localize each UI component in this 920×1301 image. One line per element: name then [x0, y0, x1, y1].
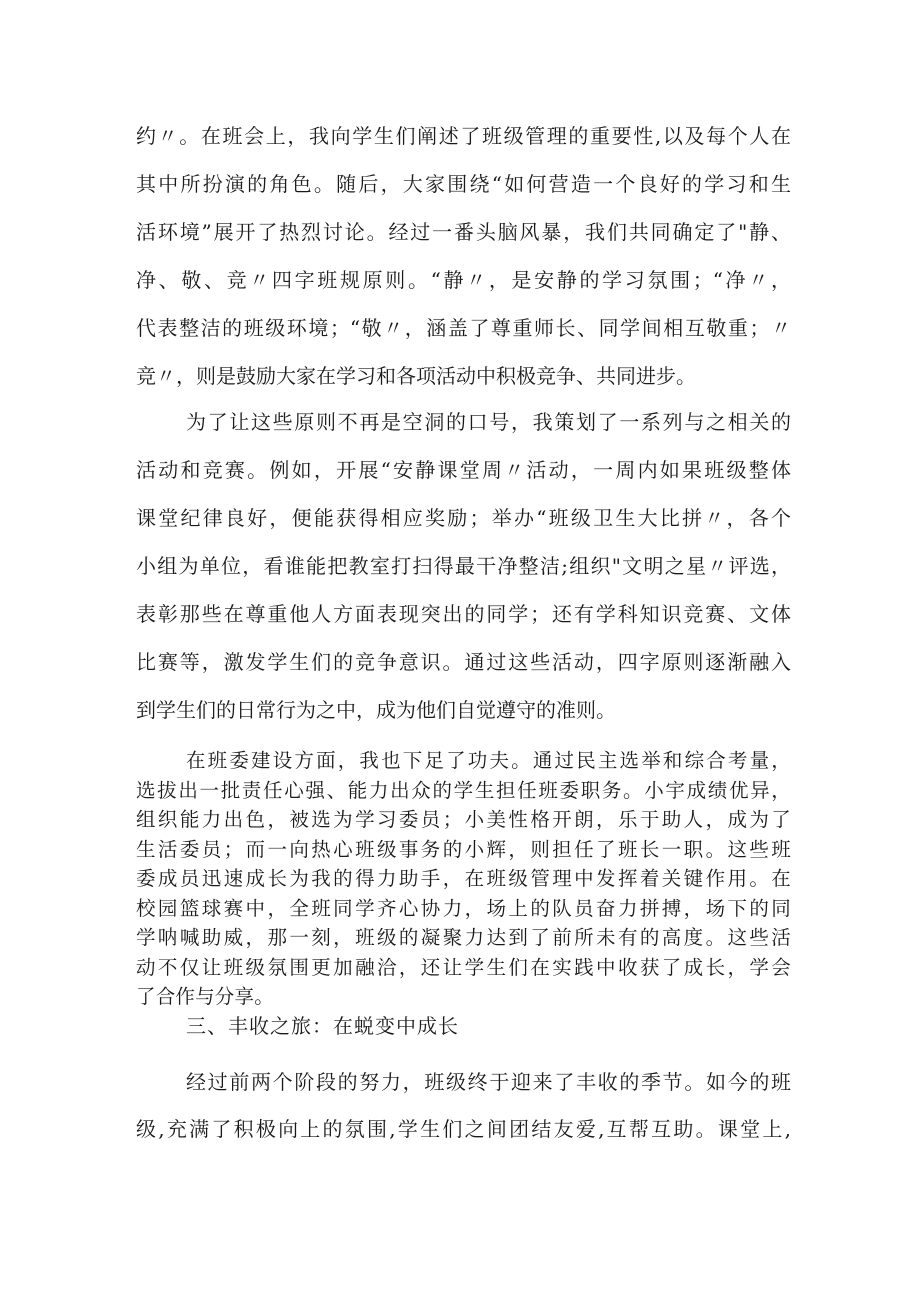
text-line: 委成员迅速成长为我的得力助手，在班级管理中发挥着关键作用。在 [136, 867, 791, 890]
text-line: 竞〃，则是鼓励大家在学习和各项活动中积极竞争、共同进步。 [136, 364, 696, 388]
text-line: 级,充满了积极向上的氛围,学生们之间团结友爱,互帮互助。课堂上, [136, 1117, 791, 1141]
section-heading: 三、丰收之旅：在蜕变中成长 [186, 1014, 459, 1038]
text-line: 选拔出一批责任心强、能力出众的学生担任班委职务。小宇成绩优异， [136, 778, 791, 802]
text-line: 净、敬、竞〃四字班规原则。“静〃，是安静的学习氛围；“净〃， [136, 268, 791, 292]
text-line: 组织能力出色，被选为学习委员；小美性格开朗，乐于助人，成为了 [136, 808, 791, 831]
text-line: 到学生们的日常行为之中，成为他们自觉遵守的准则。 [136, 698, 616, 722]
text-line: 生活委员；而一向热心班级事务的小辉，则担任了班长一职。这些班 [136, 837, 791, 861]
text-line: 在班委建设方面，我也下足了功夫。通过民主选举和综合考量， [186, 749, 791, 772]
paragraph-harvest [136, 1059, 791, 1153]
paragraph-activities [136, 398, 791, 734]
text-line: 其中所扮演的角色。随后，大家围绕“如何营造一个良好的学习和生 [136, 172, 791, 196]
text-line: 活环境”展开了热烈讨论。经过一番头脑风暴，我们共同确定了"静、 [136, 220, 791, 244]
text-line: 比赛等，激发学生们的竞争意识。通过这些活动，四字原则逐渐融入 [136, 650, 791, 674]
paragraph-class-committee [136, 746, 791, 1012]
text-line: 动不仅让班级氛围更加融洽，还让学生们在实践中收获了成长，学会 [136, 955, 791, 979]
paragraph-class-rules [136, 112, 791, 400]
text-line: 为了让这些原则不再是空洞的口号，我策划了一系列与之相关的 [186, 410, 791, 434]
text-line: 表彰那些在尊重他人方面表现突出的同学；还有学科知识竞赛、文体 [136, 602, 791, 626]
text-line: 代表整洁的班级环境；“敬〃，涵盖了尊重师长、同学间相互敬重；〃 [136, 316, 791, 340]
text-line: 了合作与分享。 [136, 985, 274, 1008]
text-line: 经过前两个阶段的努力，班级终于迎来了丰收的季节。如今的班 [186, 1070, 791, 1094]
text-line: 校园篮球赛中，全班同学齐心协力，场上的队员奋力拼搏，场下的同 [136, 896, 791, 920]
text-line: 课堂纪律良好，便能获得相应奖励；举办“班级卫生大比拼〃，各个 [136, 506, 791, 530]
text-line: 学呐喊助威，那一刻，班级的凝聚力达到了前所未有的高度。这些活 [136, 926, 791, 949]
text-line: 小组为单位，看谁能把教室打扫得最干净整洁;组织"文明之星〃评选， [136, 554, 791, 578]
text-line: 活动和竞赛。例如，开展“安静课堂周〃活动，一周内如果班级整体 [136, 458, 791, 482]
text-line: 约〃。在班会上，我向学生们阐述了班级管理的重要性,以及每个人在 [136, 124, 791, 148]
